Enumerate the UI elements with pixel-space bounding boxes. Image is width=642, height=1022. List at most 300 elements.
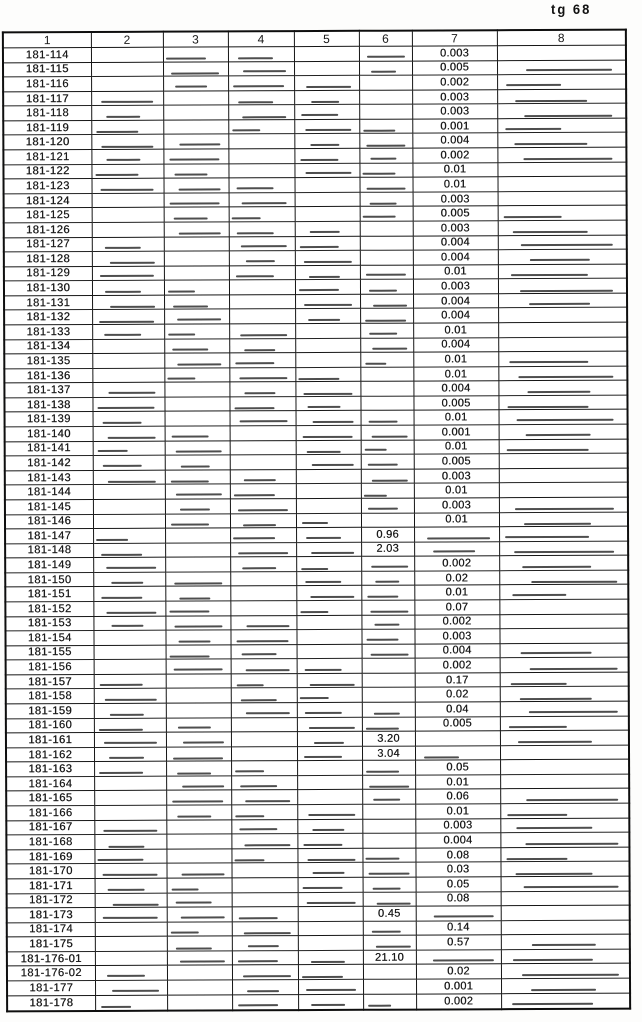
scan-artifact bbox=[103, 830, 157, 832]
col-header: 6 bbox=[359, 31, 412, 47]
value-cell-col7: 0.01 bbox=[413, 352, 498, 367]
empty-cell bbox=[94, 820, 166, 835]
scan-artifact bbox=[233, 537, 275, 539]
scan-artifact bbox=[110, 305, 155, 307]
empty-cell bbox=[359, 90, 412, 105]
empty-cell bbox=[164, 178, 229, 193]
scan-artifact bbox=[173, 306, 208, 308]
empty-cell bbox=[498, 220, 627, 235]
scan-artifact bbox=[309, 276, 340, 278]
scan-artifact bbox=[424, 756, 459, 758]
row-id-cell: 181-170 bbox=[6, 864, 94, 879]
col-header: 8 bbox=[497, 30, 626, 46]
row-id-cell: 181-133 bbox=[4, 324, 92, 339]
empty-cell bbox=[167, 907, 232, 922]
empty-cell bbox=[165, 615, 230, 630]
scan-artifact bbox=[364, 449, 387, 451]
value-cell-col7: 0.57 bbox=[416, 935, 501, 950]
value-cell-col7: 0.01 bbox=[412, 162, 497, 177]
scan-artifact bbox=[172, 800, 223, 802]
row-id-cell: 181-161 bbox=[6, 733, 94, 748]
scan-artifact bbox=[368, 464, 398, 466]
empty-cell bbox=[497, 147, 626, 162]
empty-cell bbox=[297, 863, 362, 878]
empty-cell bbox=[295, 338, 360, 353]
empty-cell bbox=[94, 659, 166, 674]
value-cell-col7: 0.002 bbox=[415, 658, 500, 673]
scan-artifact bbox=[527, 391, 591, 393]
empty-cell bbox=[360, 294, 413, 309]
empty-cell bbox=[297, 659, 362, 674]
scan-artifact bbox=[99, 320, 154, 322]
scan-artifact bbox=[310, 596, 354, 598]
empty-cell bbox=[362, 717, 415, 732]
row-id-cell: 181-172 bbox=[7, 893, 95, 908]
empty-cell bbox=[231, 834, 297, 849]
scan-artifact bbox=[516, 827, 593, 829]
scan-artifact bbox=[371, 71, 396, 73]
scan-artifact bbox=[105, 698, 157, 700]
empty-cell bbox=[232, 965, 298, 980]
scan-artifact bbox=[247, 990, 279, 992]
empty-cell bbox=[297, 702, 362, 717]
row-id-cell: 181-158 bbox=[6, 689, 94, 704]
scan-artifact bbox=[303, 436, 353, 438]
empty-cell bbox=[297, 834, 362, 849]
empty-cell bbox=[228, 105, 294, 120]
scan-artifact bbox=[236, 684, 263, 686]
empty-cell bbox=[499, 555, 628, 570]
value-cell-col6: 3.04 bbox=[362, 746, 415, 761]
scan-artifact bbox=[374, 712, 400, 714]
empty-cell bbox=[93, 441, 165, 456]
scan-artifact bbox=[513, 594, 567, 596]
empty-cell bbox=[497, 60, 626, 75]
empty-cell bbox=[362, 819, 415, 834]
empty-cell bbox=[294, 119, 359, 134]
empty-cell bbox=[164, 266, 229, 281]
empty-cell bbox=[95, 922, 167, 937]
value-cell-col7: 0.08 bbox=[416, 891, 501, 906]
empty-cell bbox=[231, 659, 297, 674]
empty-cell bbox=[297, 673, 362, 688]
empty-cell bbox=[166, 834, 231, 849]
empty-cell bbox=[165, 484, 230, 499]
scan-artifact bbox=[532, 944, 596, 946]
scan-artifact bbox=[103, 422, 141, 424]
empty-cell bbox=[91, 47, 163, 62]
value-cell-col7: 0.01 bbox=[413, 366, 498, 381]
empty-cell bbox=[296, 600, 361, 615]
empty-cell bbox=[166, 674, 231, 689]
row-id-cell: 181-171 bbox=[7, 878, 95, 893]
empty-cell bbox=[230, 615, 296, 630]
empty-cell bbox=[362, 760, 415, 775]
empty-cell bbox=[164, 397, 229, 412]
scan-artifact bbox=[169, 202, 219, 204]
empty-cell bbox=[92, 237, 164, 252]
empty-cell bbox=[229, 324, 295, 339]
empty-cell bbox=[166, 805, 231, 820]
empty-cell bbox=[498, 395, 627, 410]
value-cell-col7: 0.003 bbox=[412, 46, 497, 61]
scan-artifact bbox=[313, 829, 344, 831]
row-id-cell: 181-159 bbox=[6, 703, 94, 718]
empty-cell bbox=[499, 439, 628, 454]
empty-cell bbox=[501, 934, 630, 949]
empty-cell bbox=[228, 149, 294, 164]
empty-cell bbox=[95, 966, 167, 981]
empty-cell bbox=[228, 61, 294, 76]
value-cell-col6: 0.96 bbox=[361, 527, 414, 542]
empty-cell bbox=[93, 630, 165, 645]
row-id-cell: 181-177 bbox=[7, 980, 95, 995]
empty-cell bbox=[94, 761, 166, 776]
scan-artifact bbox=[362, 216, 395, 218]
empty-cell bbox=[94, 718, 166, 733]
empty-cell bbox=[295, 236, 360, 251]
empty-cell bbox=[229, 251, 295, 266]
empty-cell bbox=[359, 119, 412, 134]
scan-artifact bbox=[177, 815, 212, 817]
scan-artifact bbox=[237, 187, 273, 189]
scan-artifact bbox=[513, 959, 593, 961]
scan-artifact bbox=[519, 698, 592, 700]
scan-artifact bbox=[242, 116, 286, 118]
empty-cell bbox=[231, 688, 297, 703]
row-id-cell: 181-163 bbox=[6, 762, 94, 777]
scan-artifact bbox=[532, 581, 617, 583]
scan-artifact bbox=[530, 259, 590, 261]
empty-cell bbox=[91, 120, 163, 135]
empty-cell bbox=[500, 818, 629, 833]
value-cell-col7: 0.004 bbox=[413, 294, 498, 309]
scan-artifact bbox=[363, 129, 395, 131]
scan-artifact bbox=[169, 655, 209, 657]
empty-cell bbox=[95, 951, 167, 966]
empty-cell bbox=[166, 863, 231, 878]
empty-cell bbox=[94, 849, 166, 864]
empty-cell bbox=[91, 76, 163, 91]
empty-cell bbox=[294, 90, 359, 105]
empty-cell bbox=[91, 135, 163, 150]
scan-artifact bbox=[366, 728, 399, 730]
empty-cell bbox=[164, 207, 229, 222]
empty-cell bbox=[361, 556, 414, 571]
scan-artifact bbox=[366, 274, 407, 276]
empty-cell bbox=[499, 482, 628, 497]
row-id-cell: 181-149 bbox=[5, 558, 93, 573]
empty-cell bbox=[500, 701, 629, 716]
scan-artifact bbox=[307, 451, 341, 453]
scan-artifact bbox=[376, 946, 411, 948]
empty-cell bbox=[499, 585, 628, 600]
row-id-cell: 181-126 bbox=[4, 222, 92, 237]
empty-cell bbox=[416, 906, 501, 921]
value-cell-col7: 0.005 bbox=[415, 716, 500, 731]
empty-cell bbox=[500, 730, 629, 745]
row-id-cell: 181-135 bbox=[4, 354, 92, 369]
empty-cell bbox=[165, 440, 230, 455]
scan-artifact bbox=[238, 57, 272, 59]
value-cell-col6: 3.20 bbox=[362, 731, 415, 746]
scan-artifact bbox=[174, 668, 223, 670]
empty-cell bbox=[500, 716, 629, 731]
scan-artifact bbox=[526, 434, 591, 436]
value-cell-col7: 0.02 bbox=[415, 687, 500, 702]
value-cell-col7: 0.01 bbox=[414, 483, 499, 498]
scan-artifact bbox=[175, 582, 222, 584]
empty-cell bbox=[297, 731, 362, 746]
empty-cell bbox=[167, 922, 232, 937]
empty-cell bbox=[298, 979, 363, 994]
empty-cell bbox=[298, 906, 363, 921]
empty-cell bbox=[163, 149, 228, 164]
empty-cell bbox=[163, 120, 228, 135]
scan-artifact bbox=[179, 640, 211, 642]
value-cell-col7: 0.01 bbox=[414, 512, 499, 527]
empty-cell bbox=[298, 877, 363, 892]
empty-cell bbox=[360, 367, 413, 382]
empty-cell bbox=[232, 907, 298, 922]
scan-artifact bbox=[96, 539, 127, 541]
scan-artifact bbox=[240, 334, 287, 336]
empty-cell bbox=[94, 791, 166, 806]
empty-cell bbox=[229, 396, 295, 411]
scan-artifact bbox=[515, 872, 593, 874]
empty-cell bbox=[231, 644, 297, 659]
empty-cell bbox=[296, 484, 361, 499]
empty-cell bbox=[166, 776, 231, 791]
scan-artifact bbox=[238, 101, 273, 103]
empty-cell bbox=[360, 323, 413, 338]
scan-artifact bbox=[516, 99, 587, 101]
scan-artifact bbox=[374, 624, 399, 626]
empty-cell bbox=[91, 164, 163, 179]
empty-cell bbox=[296, 557, 361, 572]
empty-cell bbox=[167, 965, 232, 980]
row-id-cell: 181-176-01 bbox=[7, 951, 95, 966]
empty-cell bbox=[498, 322, 627, 337]
scan-artifact bbox=[302, 976, 344, 978]
scan-artifact bbox=[174, 174, 207, 176]
empty-cell bbox=[166, 659, 231, 674]
value-cell-col7: 0.14 bbox=[416, 920, 501, 935]
row-id-cell: 181-137 bbox=[4, 383, 92, 398]
scan-artifact bbox=[521, 244, 613, 246]
scan-artifact bbox=[300, 697, 329, 699]
scan-artifact bbox=[176, 902, 212, 904]
scan-artifact bbox=[526, 69, 613, 71]
empty-cell bbox=[294, 46, 359, 61]
empty-cell bbox=[164, 236, 229, 251]
value-cell-col7: 0.002 bbox=[412, 75, 497, 90]
empty-cell bbox=[231, 746, 297, 761]
scan-artifact bbox=[511, 274, 588, 276]
value-cell-col7: 0.002 bbox=[412, 148, 497, 163]
scan-artifact bbox=[107, 975, 145, 977]
empty-cell bbox=[230, 586, 296, 601]
scan-artifact bbox=[109, 392, 156, 394]
empty-cell bbox=[501, 920, 630, 935]
value-cell-col7: 0.004 bbox=[413, 308, 498, 323]
empty-cell bbox=[361, 483, 414, 498]
scan-artifact bbox=[372, 479, 408, 481]
scan-artifact bbox=[172, 435, 209, 437]
row-id-cell: 181-169 bbox=[6, 849, 94, 864]
scan-artifact bbox=[179, 597, 210, 599]
value-cell-col7: 0.004 bbox=[413, 250, 498, 265]
table-row bbox=[7, 993, 630, 1012]
scan-artifact bbox=[312, 421, 354, 423]
scan-artifact bbox=[367, 639, 399, 641]
row-id-cell: 181-139 bbox=[5, 412, 93, 427]
row-id-cell: 181-145 bbox=[5, 499, 93, 514]
value-cell-col7: 0.02 bbox=[414, 571, 499, 586]
scan-artifact bbox=[370, 654, 408, 656]
scan-artifact bbox=[106, 159, 140, 161]
value-cell-col7: 0.08 bbox=[415, 847, 500, 862]
empty-cell bbox=[163, 105, 228, 120]
empty-cell bbox=[94, 864, 166, 879]
empty-cell bbox=[228, 134, 294, 149]
empty-cell bbox=[363, 979, 416, 994]
scan-artifact bbox=[243, 524, 276, 526]
scan-artifact bbox=[309, 684, 354, 686]
scan-artifact bbox=[376, 902, 411, 904]
scan-artifact bbox=[531, 989, 596, 991]
empty-cell bbox=[499, 541, 628, 556]
scan-artifact bbox=[104, 334, 141, 336]
empty-cell bbox=[415, 731, 500, 746]
col-header: 3 bbox=[163, 31, 228, 47]
scan-artifact bbox=[98, 858, 143, 860]
empty-cell bbox=[497, 133, 626, 148]
scan-artifact bbox=[303, 392, 352, 394]
value-cell-col7: 0.01 bbox=[415, 804, 500, 819]
scan-artifact bbox=[240, 377, 287, 379]
value-cell-col7: 0.004 bbox=[413, 337, 498, 352]
row-id-cell: 181-156 bbox=[6, 660, 94, 675]
scan-artifact bbox=[371, 611, 409, 613]
empty-cell bbox=[297, 790, 362, 805]
empty-cell bbox=[497, 74, 626, 89]
empty-cell bbox=[298, 994, 363, 1010]
empty-cell bbox=[229, 192, 295, 207]
empty-cell bbox=[499, 453, 628, 468]
scan-artifact bbox=[306, 86, 351, 88]
scan-artifact bbox=[105, 290, 141, 292]
empty-cell bbox=[228, 76, 294, 91]
empty-cell bbox=[295, 367, 360, 382]
empty-cell bbox=[359, 61, 412, 76]
scan-artifact bbox=[305, 669, 342, 671]
scan-artifact bbox=[304, 712, 342, 714]
empty-cell bbox=[500, 774, 629, 789]
scan-artifact bbox=[110, 262, 155, 264]
scan-artifact bbox=[172, 349, 208, 351]
empty-cell bbox=[231, 848, 297, 863]
empty-cell bbox=[498, 366, 627, 381]
scan-artifact bbox=[367, 56, 405, 58]
value-cell-col7: 0.05 bbox=[416, 877, 501, 892]
row-id-cell: 181-116 bbox=[3, 77, 91, 92]
row-id-cell: 181-153 bbox=[5, 616, 93, 631]
scan-artifact bbox=[246, 669, 290, 671]
empty-cell bbox=[164, 251, 229, 266]
row-id-cell: 181-151 bbox=[5, 587, 93, 602]
empty-cell bbox=[501, 964, 630, 979]
empty-cell bbox=[230, 411, 296, 426]
empty-cell bbox=[166, 703, 231, 718]
scan-artifact bbox=[171, 932, 199, 934]
row-id-cell: 181-134 bbox=[4, 339, 92, 354]
scan-artifact bbox=[503, 216, 562, 218]
empty-cell bbox=[416, 950, 501, 965]
scan-artifact bbox=[365, 319, 406, 321]
empty-cell bbox=[295, 309, 360, 324]
scan-artifact bbox=[110, 714, 144, 716]
empty-cell bbox=[497, 89, 626, 104]
empty-cell bbox=[500, 643, 629, 658]
scan-artifact bbox=[505, 128, 561, 130]
scan-artifact bbox=[170, 610, 210, 612]
empty-cell bbox=[498, 249, 627, 264]
scan-artifact bbox=[234, 494, 275, 496]
row-id-cell: 181-132 bbox=[4, 310, 92, 325]
empty-cell bbox=[92, 266, 164, 281]
empty-cell bbox=[94, 732, 166, 747]
scan-artifact bbox=[509, 361, 588, 363]
empty-cell bbox=[230, 571, 296, 586]
empty-cell bbox=[163, 134, 228, 149]
empty-cell bbox=[296, 411, 361, 426]
scan-artifact bbox=[433, 551, 475, 553]
scan-artifact bbox=[99, 729, 142, 731]
scan-artifact bbox=[306, 537, 341, 539]
empty-cell bbox=[362, 833, 415, 848]
empty-cell bbox=[363, 892, 416, 907]
empty-cell bbox=[94, 834, 166, 849]
empty-cell bbox=[295, 178, 360, 193]
value-cell-col7: 0.01 bbox=[414, 410, 499, 425]
row-id-cell: 181-176-02 bbox=[7, 966, 95, 981]
empty-cell bbox=[363, 921, 416, 936]
scan-artifact bbox=[372, 887, 400, 889]
empty-cell bbox=[94, 776, 166, 791]
scan-artifact bbox=[518, 741, 592, 743]
empty-cell bbox=[165, 426, 230, 441]
empty-cell bbox=[361, 571, 414, 586]
empty-cell bbox=[297, 746, 362, 761]
empty-cell bbox=[94, 645, 166, 660]
empty-cell bbox=[501, 905, 630, 920]
scan-artifact bbox=[176, 947, 212, 949]
empty-cell bbox=[359, 104, 412, 119]
row-id-cell: 181-124 bbox=[4, 193, 92, 208]
empty-cell bbox=[231, 673, 297, 688]
scan-artifact bbox=[241, 699, 277, 701]
scan-artifact bbox=[247, 625, 290, 627]
scan-artifact bbox=[100, 683, 143, 685]
row-id-cell: 181-157 bbox=[6, 674, 94, 689]
empty-cell bbox=[231, 790, 297, 805]
empty-cell bbox=[229, 236, 295, 251]
scan-artifact bbox=[233, 86, 284, 88]
empty-cell bbox=[92, 382, 164, 397]
scan-artifact bbox=[180, 509, 210, 511]
scan-artifact bbox=[304, 261, 351, 263]
